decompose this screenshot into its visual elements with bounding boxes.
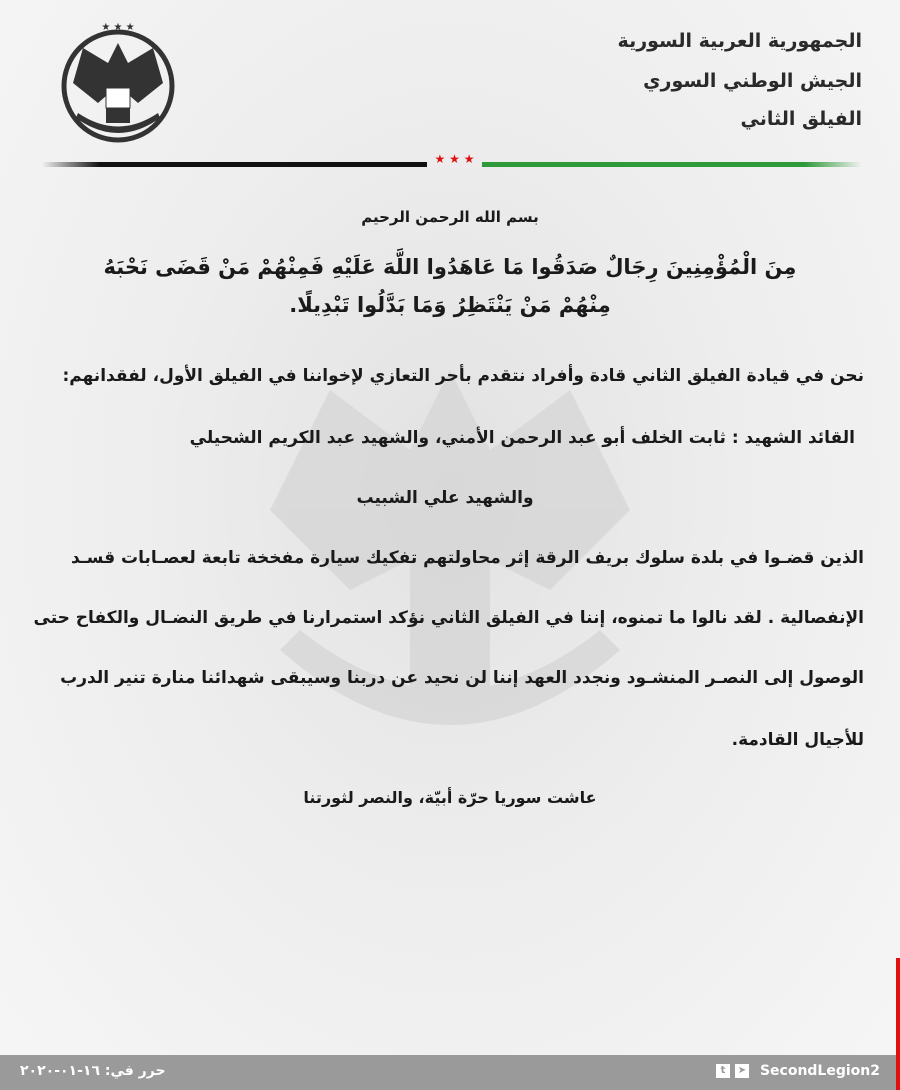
verse-line-1: مِنَ الْمُؤْمِنِينَ رِجَالٌ صَدَقُوا مَا عَاهَدُوا اللَّهَ عَلَيْهِ فَمِنْهُمْ مَنْ قَضَى نَحْبَهُ xyxy=(103,255,797,279)
paragraph-line-2: الإنفصالية . لقد نالوا ما تمنوه، إننا في الفيلق الثاني نؤكد استمرارنا في طريق النضـال والكفاح حتى xyxy=(33,608,864,628)
closing-text: عاشت سوريا حرّة أبيّة، والنصر لثورتنا xyxy=(303,788,597,807)
basmala: بسم الله الرحمن الرحيم xyxy=(361,208,539,226)
martyrs-names-2: والشهيد علي الشبيب xyxy=(356,488,534,508)
footer-bar xyxy=(0,1055,896,1090)
divider-green xyxy=(482,162,862,167)
paragraph-line-4: للأجيال القادمة. xyxy=(731,730,864,750)
paragraph-line-1: الذين قضـوا في بلدة سلوك بريف الرقة إثر محاولتهم تفكيك سيارة مفخخة تابعة لعصـابات قسـد xyxy=(71,548,864,568)
header-country: الجمهورية العربية السورية xyxy=(617,30,862,52)
issue-date: حرر في: ١٦-٠١-٢٠٢٠ xyxy=(20,1063,166,1079)
header-legion: الفيلق الثاني xyxy=(740,108,862,130)
header-army: الجيش الوطني السوري xyxy=(643,70,862,92)
verse-line-2: مِنْهُمْ مَنْ يَنْتَظِرُ وَمَا بَدَّلُوا تَبْدِيلًا. xyxy=(289,293,611,317)
svg-text:★ ★ ★: ★ ★ ★ xyxy=(101,22,135,33)
paragraph-line-3: الوصول إلى النصـر المنشـود ونجدد العهد إننا لن نحيد عن دربنا وسيبقى شهدائنا منارة تنير الدرب xyxy=(60,668,864,688)
twitter-icon[interactable]: t xyxy=(716,1064,730,1078)
divider-stars-icon: ★ ★ ★ xyxy=(434,152,475,166)
intro-text: نحن في قيادة الفيلق الثاني قادة وأفراد نتقدم بأحر التعازي لإخواننا في الفيلق الأول، لفقدانهم: xyxy=(62,366,864,386)
social-handle[interactable]: SecondLegion2 xyxy=(759,1063,880,1079)
army-logo xyxy=(58,18,178,143)
telegram-icon[interactable]: ➤ xyxy=(735,1064,749,1078)
divider-black xyxy=(42,162,427,167)
accent-bar xyxy=(896,958,900,1090)
martyrs-names-1: القائد الشهيد : ثابت الخلف أبو عبد الرحمن الأمني، والشهيد عبد الكريم الشحيلي xyxy=(189,428,855,448)
